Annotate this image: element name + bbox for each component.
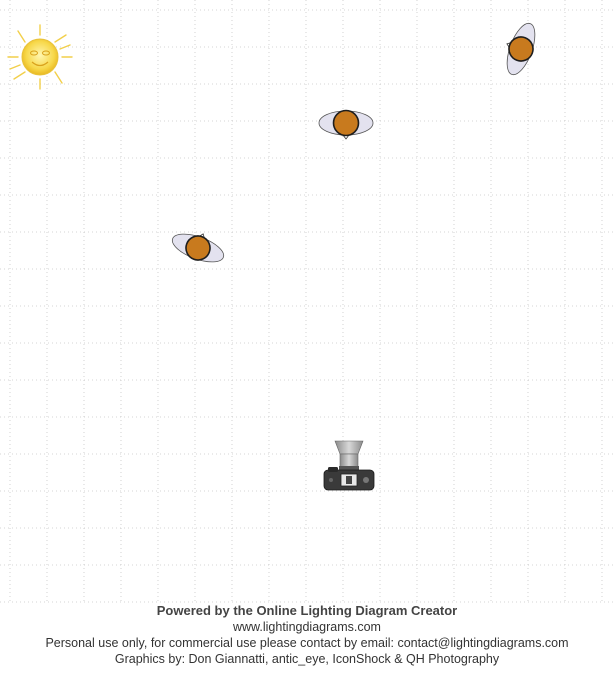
- person-icon[interactable]: [169, 225, 229, 269]
- footer-title: Powered by the Online Lighting Diagram Creator: [156, 603, 458, 618]
- person-icon[interactable]: [319, 111, 373, 140]
- person-icon[interactable]: [498, 18, 542, 78]
- footer: [0, 603, 614, 667]
- sun-icon[interactable]: [8, 25, 72, 89]
- footer-credits: Graphics by: Don Giannatti, antic_eye, IconShock & QH Photography: [114, 652, 500, 666]
- footer-license: Personal use only, for commercial use please contact by email: contact@lightingdiagrams.com: [45, 636, 569, 650]
- footer-url[interactable]: www.lightingdiagrams.com: [233, 620, 381, 634]
- camera-icon[interactable]: [324, 441, 374, 490]
